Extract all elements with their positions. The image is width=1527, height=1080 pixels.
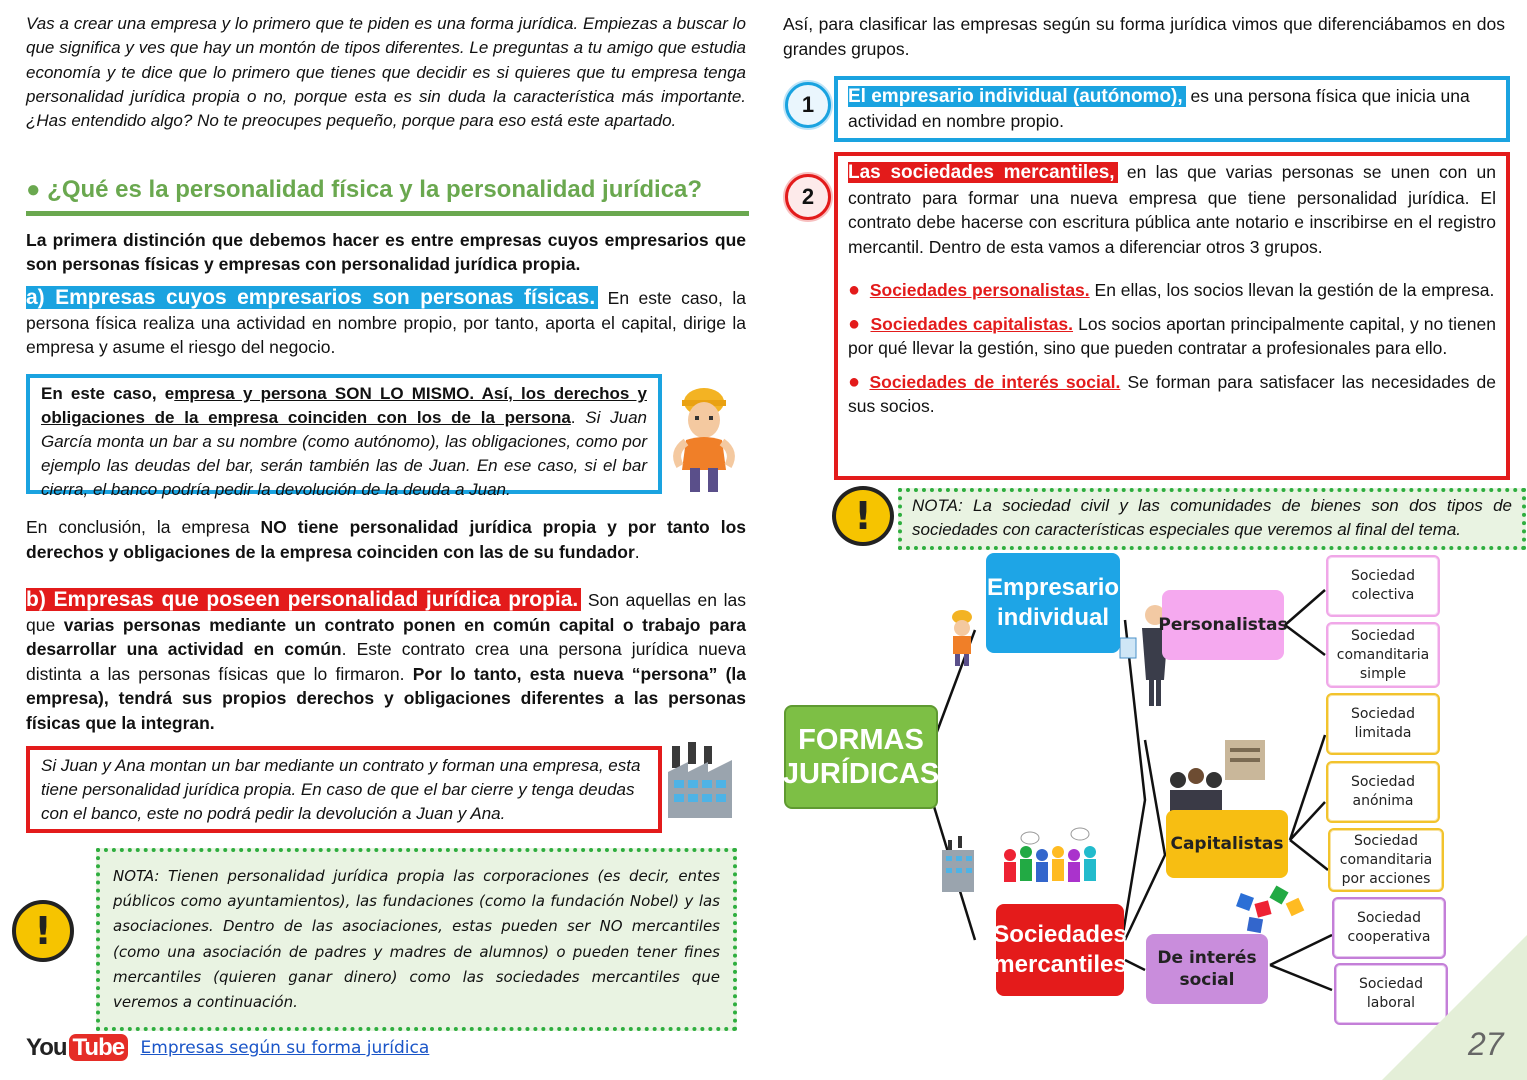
number-badge-1: 1 (785, 82, 831, 128)
bullet-personalistas-name: Sociedades personalistas. (869, 280, 1090, 300)
note-civil-text: NOTA: La sociedad civil y las comunidades de bienes son dos tipos de sociedades con características especiales que veremos al final del tema. (912, 496, 1512, 539)
leaf-sociedad-comanditaria-simple: Sociedad comanditaria simple (1326, 622, 1440, 688)
box-a-bold: En este caso, e (41, 384, 175, 403)
youtube-logo-you: You (26, 1034, 67, 1061)
leaf-sociedad-anonima: Sociedad anónima (1326, 761, 1440, 823)
bullet-dot-icon: ● (848, 279, 861, 301)
youtube-video-link[interactable]: Empresas según su forma jurídica (140, 1038, 430, 1058)
bullet-personalistas-text: En ellas, los socios llevan la gestión de la empresa. (1089, 280, 1495, 300)
section-b-bold-2: Por lo tanto, esta nueva “persona” (la empresa), tendrá sus propios derechos y obligaciones diferentes a las personas físicas que la integran. (26, 663, 746, 733)
mercantile-societies-text: en las que varias personas se unen con un contrato para formar una nueva empresa que tiene personalidad jurídica. El contrato debe hacerse con escritura pública ante notario e inscribirse en el registro mercantil. Dentro de esta vamos a diferenciar otros 3 grupos. (848, 162, 1497, 257)
bullet-interes-social (848, 370, 1496, 419)
number-badge-2: 2 (785, 174, 831, 220)
section-heading: ● ¿Qué es la personalidad física y la personalidad jurídica? (26, 176, 703, 203)
mercantile-societies-box (834, 152, 1510, 480)
section-a-title: a) Empresas cuyos empresarios son personas físicas. (26, 286, 598, 309)
mercantile-societies-title: Las sociedades mercantiles, (848, 162, 1118, 183)
people-crowd-illustration (1170, 740, 1265, 818)
section-a-text: En este caso, la persona física realiza una actividad en nombre propio, por tanto, aporta el capital, dirige la empresa y asume el riesgo del negocio. (26, 288, 746, 357)
lead-paragraph: La primera distinción que debemos hacer es entre empresas cuyos empresarios que son personas físicas y empresas con personalidad jurídica propia. (26, 230, 746, 274)
youtube-logo-tube: Tube (69, 1034, 129, 1061)
conclusion-dot: . (634, 541, 640, 562)
warning-icon: ! (12, 900, 74, 962)
heading-underline (26, 211, 749, 216)
node-interes-social: De interés social (1146, 934, 1268, 1004)
youtube-reference (26, 1034, 429, 1062)
leaf-sociedad-comanditaria-acciones: Sociedad comanditaria por acciones (1328, 828, 1444, 892)
note-text: NOTA: Tienen personalidad jurídica propia las corporaciones (es decir, entes públicos como ayuntamientos), las fundaciones (como la fundación Nobel) y las asociaciones. Dentro de las asociaciones, estas pueden ser NO mercantiles (como una asociación de padres y madres de alumnos) o pueden tener fines mercantiles (quieren ganar dinero) como las sociedades mercantiles que veremos a continuación. (113, 867, 720, 1012)
individual-entrepreneur-title: El empresario individual (autónomo), (848, 86, 1186, 107)
worker-small-illustration (952, 610, 972, 666)
bullet-dot-icon: ● (848, 312, 861, 335)
colorful-people-illustration (1004, 828, 1096, 882)
bullet-interes-text: Se forman para satisfacer las necesidades de sus socios. (848, 371, 1496, 416)
intro-paragraph: Vas a crear una empresa y lo primero que te piden es una forma jurídica. Empiezas a buscar lo que significa y ves que hay un montón de tipos diferentes. Le preguntas a tu amigo que estudia economía y te dice que lo primero que tienes que decidir es si quieres que tu empresa tenga personalidad jurídica propia o no, porque esta es sin duda la característica más importante. ¿Has entendido algo? No te preocupes pequeño, porque para eso está este apartado. (26, 14, 746, 131)
node-empresario-individual: Empresario individual (986, 553, 1120, 653)
box-a-dot: . (570, 408, 576, 427)
puzzle-pieces-illustration (1236, 885, 1304, 933)
leaf-sociedad-limitada: Sociedad limitada (1326, 693, 1440, 755)
worker-illustration (664, 380, 744, 495)
factory-illustration (666, 742, 734, 820)
conclusion-paragraph (26, 515, 746, 564)
box-a-italic: Si Juan García monta un bar a su nombre (como autónomo), las obligaciones, como por ejemplo las deudas del bar, serán también las de Juan. En ese caso, si el bar cierra, el banco podría pedir la devolución de la deuda a Juan. (41, 408, 647, 499)
example-box-legal-person (26, 746, 662, 833)
box-b-text: Si Juan y Ana montan un bar mediante un contrato y forman una empresa, esta tiene personalidad jurídica propia. En caso de que el bar cierre y tenga deudas con el banco, este no podrá pedir la devolución a Juan y Ana. (41, 756, 641, 823)
leaf-sociedad-cooperativa: Sociedad cooperativa (1332, 897, 1446, 959)
warning-icon: ! (832, 486, 894, 546)
example-box-physical-person (26, 374, 662, 499)
individual-entrepreneur-text: es una persona física que inicia una actividad en nombre propio. (848, 86, 1470, 131)
bullet-dot-icon: ● (848, 370, 863, 393)
conclusion-bold: NO tiene personalidad jurídica propia y por tanto los derechos y obligaciones de la empresa coinciden con las de su fundador (26, 517, 746, 562)
bullet-capitalistas (848, 312, 1496, 361)
section-b-paragraph (26, 588, 746, 735)
note-box-legal-entities (96, 848, 737, 1031)
node-personalistas: Personalistas (1162, 590, 1284, 660)
page-number: 27 (1468, 1026, 1504, 1062)
bullet-interes-name: Sociedades de interés social. (869, 371, 1121, 392)
node-capitalistas: Capitalistas (1166, 810, 1288, 878)
youtube-logo-icon (26, 1034, 128, 1062)
section-b-text-1: Son aquellas en las que (26, 590, 746, 635)
bullet-capitalistas-name: Sociedades capitalistas. (870, 313, 1074, 334)
section-b-text-2: . Este contrato crea una persona jurídica nueva distinta a las personas físicas que lo firmaron. (26, 639, 746, 684)
section-b-title: b) Empresas que poseen personalidad jurídica propia. (26, 588, 581, 611)
individual-entrepreneur-box (834, 76, 1510, 142)
section-a-paragraph (26, 286, 746, 360)
box-a-bold-underline: mpresa y persona SON LO MISMO. Así, los derechos y obligaciones de la empresa coinciden con los de la persona (41, 384, 647, 427)
conclusion-text: En conclusión, la empresa (26, 517, 261, 537)
corner-triangle-decoration (1382, 935, 1527, 1080)
bullet-personalistas (848, 278, 1496, 303)
section-b-bold-1: varias personas mediante un contrato ponen en común capital o trabajo para desarrollar una actividad en común (26, 614, 747, 659)
bullet-capitalistas-text: Los socios aportan principalmente capital, y no tienen por qué llevar la gestión, sino que pueden contratar a profesionales para ello. (848, 313, 1496, 358)
right-intro-paragraph: Así, para clasificar las empresas según su forma jurídica vimos que diferenciábamos en dos grandes grupos. (783, 14, 1505, 59)
node-formas-juridicas: FORMAS JURÍDICAS (784, 705, 938, 809)
leaf-sociedad-laboral: Sociedad laboral (1334, 963, 1448, 1025)
leaf-sociedad-colectiva: Sociedad colectiva (1326, 555, 1440, 617)
node-sociedades-mercantiles: Sociedades mercantiles (996, 904, 1124, 996)
